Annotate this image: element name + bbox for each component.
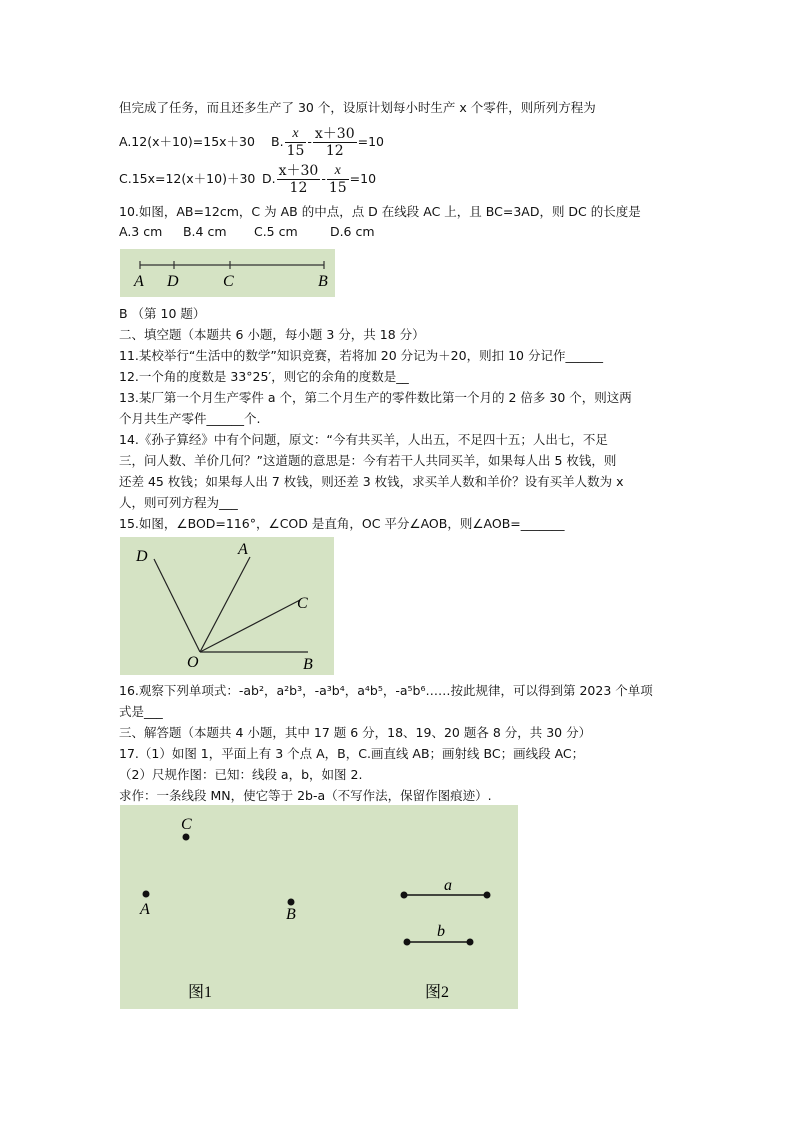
q9-d-tail: =10: [349, 171, 377, 186]
q16-line-1: 16.观察下列单项式：-ab²，a²b³，-a³b⁴，a⁴b⁵，-a⁵b⁶……按此规律，可以得到第 2023 个单项: [119, 683, 653, 698]
q9-option-a: A.12(x＋10)=15x＋30: [119, 134, 255, 149]
q9-d-prefix: D.: [262, 171, 276, 186]
ray-od: [154, 559, 200, 652]
q10-stem: 10.如图，AB=12cm，C 为 AB 的中点，点 D 在线段 AC 上，且 BC=3AD，则 DC 的长度是: [119, 204, 641, 219]
point-c: [183, 834, 190, 841]
q14-line-1: 14.《孙子算经》中有个问题，原文：“今有共买羊，人出五，不足四十五；人出七，不足: [119, 432, 608, 447]
q9-d-fraction-1: [277, 163, 321, 196]
section-3-heading: 三、解答题（本题共 4 小题，其中 17 题 6 分，18、19、20 题各 8 分，共 30 分）: [119, 725, 592, 740]
q9-option-c: C.15x=12(x＋10)＋30: [119, 171, 256, 186]
ray-oa: [200, 557, 250, 652]
q17-points-and-segments: [120, 805, 518, 1009]
label-a: A: [238, 541, 248, 558]
label-c: C: [297, 595, 308, 612]
q9-b-fraction-1: [285, 126, 307, 159]
q14-line-2: 三，问人数、羊价几何？”这道题的意思是：今有若干人共同买羊，如果每人出 5 枚钱，则: [119, 453, 617, 468]
q10-option-b: B.4 cm: [182, 224, 227, 239]
q9-d-f2-den: 15: [328, 179, 347, 196]
label-a: A: [134, 273, 144, 290]
label-o: O: [187, 654, 199, 671]
q9-option-b: [271, 126, 384, 159]
label-b: B: [318, 273, 328, 290]
q10-option-d: D.6 cm: [329, 224, 375, 239]
label-c: C: [223, 273, 234, 290]
q9-options-cd: [119, 161, 376, 197]
q9-d-fraction-2: [327, 163, 349, 196]
point-b: [288, 899, 295, 906]
label-d: D: [136, 548, 148, 565]
q9-b-f2-den: 12: [325, 142, 344, 159]
q10-figure: [120, 249, 335, 297]
segment-a-end: [484, 892, 491, 899]
q10-option-c: C.5 cm: [253, 224, 298, 239]
q17-line-2: （2）尺规作图：已知：线段 a，b，如图 2.: [119, 767, 363, 782]
segment-a-start: [401, 892, 408, 899]
label-c: C: [181, 816, 192, 833]
q14-line-3: 还差 45 枚钱；如果每人出 7 枚钱，则还差 3 枚钱，求买羊人数和羊价？设有买羊人数为 x: [119, 474, 624, 489]
ray-oc: [200, 600, 300, 652]
q14-line-4: 人，则可列方程为___: [119, 495, 238, 510]
q13-line-1: 13.某厂第一个月生产零件 a 个，第二个月生产的零件数比第一个月的 2 倍多 30 个，则这两: [119, 390, 632, 405]
q9-b-f1-num: x: [285, 126, 307, 143]
q9-b-fraction-2: [313, 126, 357, 159]
q15-angle-diagram: [120, 537, 334, 675]
q9-stem: 但完成了任务，而且还多生产了 30 个，设原计划每小时生产 x 个零件，则所列方程为: [119, 100, 596, 115]
section-2-heading: 二、填空题（本题共 6 小题，每小题 3 分，共 18 分）: [119, 327, 425, 342]
segment-b-start: [404, 939, 411, 946]
label-b: B: [286, 906, 296, 923]
label-a: A: [140, 901, 150, 918]
q9-d-f1-num: x＋30: [278, 162, 319, 179]
q9-d-f2-num: x: [327, 163, 349, 180]
q15: 15.如图，∠BOD=116°，∠COD 是直角，OC 平分∠AOB，则∠AOB=_______: [119, 516, 565, 531]
q9-b-f2-num: x＋30: [314, 125, 355, 142]
q17-line-1: 17.（1）如图 1，平面上有 3 个点 A，B，C.画直线 AB；画射线 BC；画线段 AC；: [119, 746, 585, 761]
q10-segment-diagram: [120, 249, 335, 297]
q10-option-a: A.3 cm: [119, 224, 163, 239]
q10-caption: B （第 10 题）: [119, 306, 206, 321]
q17-line-3: 求作：一条线段 MN，使它等于 2b-a（不写作法，保留作图痕迹）.: [119, 788, 492, 803]
point-a: [143, 891, 150, 898]
q17-figure: [120, 805, 518, 1009]
q15-figure: [120, 537, 334, 675]
q16-line-2: 式是___: [119, 704, 163, 719]
q12: 12.一个角的度数是 33°25′，则它的余角的度数是__: [119, 369, 409, 384]
caption-fig-2: 图2: [425, 984, 450, 1001]
q11: 11.某校举行“生活中的数学”知识竞赛，若将加 20 分记为＋20，则扣 10 分记作______: [119, 348, 603, 363]
q9-b-tail: =10: [357, 134, 385, 149]
q9-d-minus: -: [321, 171, 326, 186]
segment-b-end: [467, 939, 474, 946]
q10-options: [119, 223, 375, 241]
label-segment-b: b: [437, 923, 445, 940]
label-segment-a: a: [444, 877, 452, 894]
q9-options-ab: [119, 124, 384, 160]
q9-b-minus: -: [307, 134, 312, 149]
q9-b-prefix: B.: [271, 134, 284, 149]
q9-d-f1-den: 12: [289, 179, 308, 196]
q9-b-f1-den: 15: [286, 142, 305, 159]
q9-option-d: [262, 163, 376, 196]
label-d: D: [167, 273, 179, 290]
q13-line-2: 个月共生产零件______个.: [119, 411, 261, 426]
caption-fig-1: 图1: [188, 984, 213, 1001]
label-b: B: [303, 656, 313, 673]
